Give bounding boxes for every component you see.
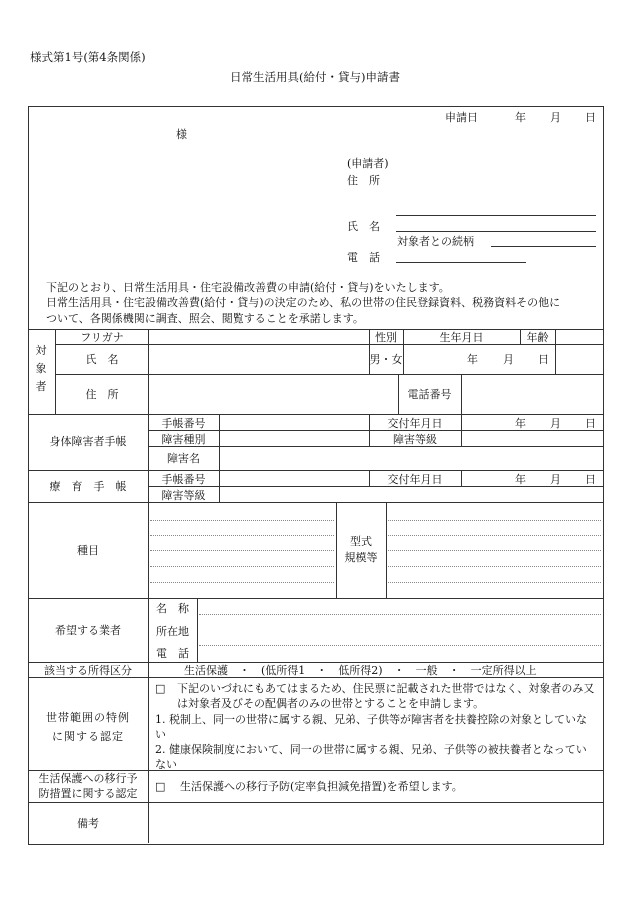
physical-number-label: 手帳番号: [161, 417, 206, 430]
applicant-name-label: 氏 名: [347, 220, 380, 233]
vendor-location-label: 所在地: [156, 625, 189, 638]
income-options[interactable]: 生活保護 ・ (低所得1 ・ 低所得2) ・ 一般 ・ 一定所得以上: [184, 664, 537, 677]
ryoiku-year: 年: [515, 473, 526, 486]
furigana-label: フリガナ: [80, 331, 124, 344]
household-text: 下記のいづれにもあてはまるため、住民票に記載された世帯ではなく、対象者のみ又は対象者及びその配偶者のみの世帯とすることを申請します。: [177, 682, 595, 710]
physical-year: 年: [515, 417, 526, 430]
item-type-label: 種目: [77, 544, 99, 557]
phone-line[interactable]: [396, 262, 526, 263]
name-line[interactable]: [396, 231, 596, 232]
physical-grade-label: 障害等級: [393, 433, 437, 446]
statement-line-2: 日常生活用具・住宅設備改善費(給付・貸与)の決定のため、私の世帯の住民登録資料、税務資料その他に: [46, 296, 561, 309]
subject-name-label: 氏 名: [85, 353, 119, 366]
ryoiku-grade-label: 障害等級: [161, 489, 206, 502]
ryoiku-number-label: 手帳番号: [161, 473, 206, 486]
form-title: 日常生活用具(給付・貸与)申請書: [230, 70, 400, 84]
disability-type-label: 障害種別: [161, 433, 206, 446]
model-label-line2: 規模等: [344, 551, 378, 564]
income-category-label: 該当する所得区分: [44, 664, 132, 677]
remarks-field[interactable]: [149, 803, 601, 842]
welfare-label-line2: 防措置に関する認定: [38, 787, 138, 800]
address-line[interactable]: [396, 215, 596, 216]
gender-value[interactable]: 男・女: [369, 353, 403, 366]
subject-phone-label: 電話番号: [407, 388, 452, 401]
date-month: 月: [550, 111, 561, 124]
physical-handbook-label: 身体障害者手帳: [49, 435, 127, 448]
date-day: 日: [585, 111, 596, 124]
welfare-label-line1: 生活保護への移行予: [38, 772, 138, 785]
application-date-label: 申請日: [445, 111, 478, 124]
relation-label: 対象者との続柄: [397, 235, 474, 248]
age-label: 年齢: [526, 331, 549, 344]
physical-issue-date-label: 交付年月日: [387, 417, 443, 430]
vendor-label: 希望する業者: [55, 624, 121, 637]
physical-month: 月: [550, 417, 561, 430]
ryoiku-handbook-label: 療 育 手 帳: [49, 480, 127, 493]
statement-line-1: 下記のとおり、日常生活用具・住宅設備改善費の申請(給付・貸与)をいたします。: [46, 281, 450, 294]
applicant-label: (申請者): [347, 157, 389, 170]
addressee-suffix: 様: [176, 128, 187, 141]
statement-line-3: ついて、各関係機関に調査、照会、閲覧することを承諾します。: [46, 312, 364, 325]
relation-line[interactable]: [491, 246, 596, 247]
welfare-checkbox[interactable]: □: [155, 780, 166, 793]
subject-side-label: 対象者: [35, 344, 47, 393]
birth-day: 日: [538, 353, 549, 366]
birthdate-label: 生年月日: [439, 331, 484, 344]
ryoiku-month: 月: [550, 473, 561, 486]
remarks-label: 備考: [77, 817, 99, 830]
welfare-text: 生活保護への移行予防(定率負担減免措置)を希望します。: [180, 780, 463, 793]
birth-year: 年: [467, 353, 478, 366]
household-label-line2: に関する認定: [52, 730, 124, 743]
physical-day: 日: [585, 417, 596, 430]
vendor-phone-label: 電 話: [156, 647, 189, 660]
household-label-line1: 世帯範囲の特例: [46, 711, 130, 724]
vendor-name-label: 名 称: [156, 602, 189, 615]
form-number: 様式第1号(第4条関係): [30, 50, 146, 64]
household-item-2: 2. 健康保険制度において、同一の世帯に属する親、兄弟、子供等の被扶養者となっていない: [155, 743, 587, 771]
applicant-address-label: 住 所: [347, 174, 380, 187]
household-checkbox[interactable]: □: [155, 682, 166, 695]
applicant-phone-label: 電 話: [347, 251, 380, 264]
ryoiku-issue-date-label: 交付年月日: [387, 473, 443, 486]
gender-label: 性別: [375, 331, 397, 344]
household-item-1: 1. 税制上、同一の世帯に属する親、兄弟、子供等が障害者を扶養控除の対象としていない: [155, 713, 587, 741]
ryoiku-day: 日: [585, 473, 596, 486]
date-year: 年: [515, 111, 526, 124]
model-label-line1: 型式: [350, 535, 372, 548]
subject-address-label: 住 所: [85, 388, 119, 401]
birth-month: 月: [503, 353, 514, 366]
disability-name-label: 障害名: [167, 452, 200, 465]
